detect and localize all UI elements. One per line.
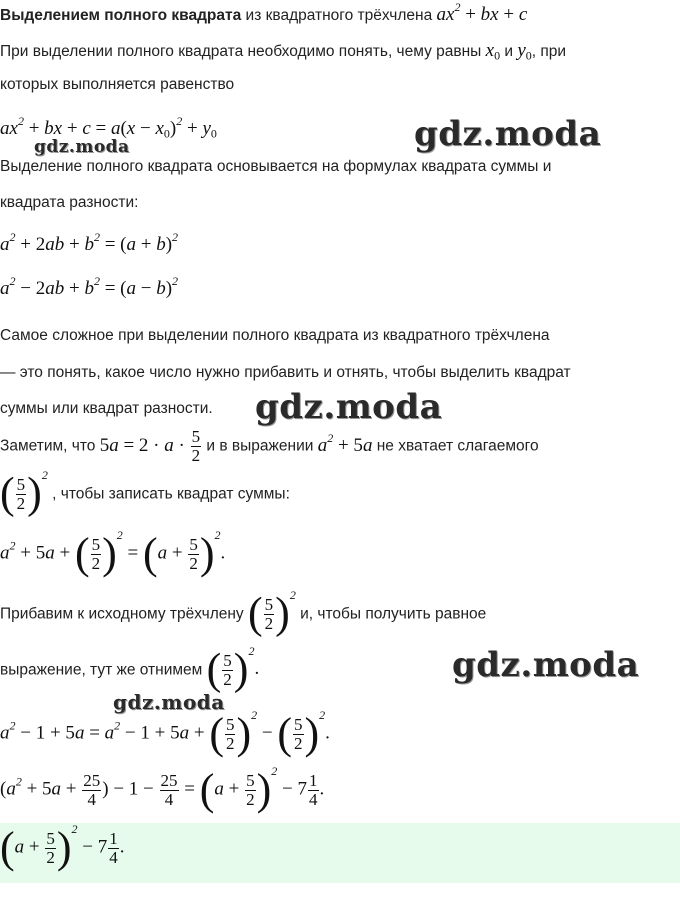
watermark-5: gdz.moda bbox=[113, 690, 225, 714]
formula-frac-sq: ( $\frac{5}{2}$ )$^2$ bbox=[0, 468, 48, 518]
formula-answer: (a + $\frac{5}{2}$ )$^2$ − 7 $\frac{1}{4}$ . bbox=[0, 822, 125, 872]
add-line-1 bbox=[0, 588, 487, 638]
formula-complete-square: $a^2 + 5a$ + ( $\frac{5}{2}$ )$^2$ = (a + $\frac{5}{2}$ )$^2$. bbox=[0, 528, 226, 578]
basis-line-1: Выделение полного квадрата основывается на формулах квадрата суммы и bbox=[0, 158, 552, 175]
formula-step-1: $a^2 - 1 + 5a = a^2 - 1 + 5a$ + ( $\frac{5}{2}$ )$^2$ − ( $\frac{5}{2}$ )$^2$. bbox=[0, 708, 330, 758]
note-line bbox=[0, 428, 539, 465]
intro-text-c: , при bbox=[531, 43, 567, 60]
title-line bbox=[0, 0, 528, 26]
formula-step-2: ($a^2 + 5a$ + $\frac{25}{4}$ ) − 1 − $\frac{25}{4}$ = (a + $\frac{5}{2}$ )$^2$ − 7 $\frac{1}{4}$ . bbox=[0, 764, 325, 814]
formula-trinomial: $ax^2$ + bx + c bbox=[436, 0, 528, 25]
formula-x0: $x_0$ bbox=[485, 40, 501, 63]
formula-square-sum: $a^2 + 2ab + b^2 = (a + b)^2$ bbox=[0, 230, 179, 255]
hard-line-1: Самое сложное при выделении полного квадрата из квадратного трёхчлена bbox=[0, 327, 550, 344]
title-bold: Выделением полного квадрата bbox=[0, 7, 242, 24]
watermark-3: gdz.moda bbox=[255, 387, 443, 427]
intro-text-b: и bbox=[504, 43, 514, 60]
watermark-4: gdz.moda bbox=[452, 645, 640, 685]
formula-identity: $ax^2$ + bx + $c = a(x - x_0)^2 + y_0$ bbox=[0, 114, 217, 141]
add-line-2 bbox=[0, 644, 260, 694]
add-text-b: и, чтобы получить равное bbox=[300, 605, 487, 623]
note-text-c: не хватает слагаемого bbox=[376, 437, 539, 455]
formula-square-diff: $a^2 - 2ab + b^2 = (a - b)^2$ bbox=[0, 274, 179, 299]
note-text-a: Заметим, что bbox=[0, 437, 96, 455]
formula-a2-5a: $a^2 + 5a$ bbox=[317, 430, 373, 456]
hard-line-2: — это понять, какое число нужно прибавить и отнять, чтобы выделить квадрат bbox=[0, 364, 571, 381]
hard-line-3: суммы или квадрат разности. bbox=[0, 400, 213, 417]
add-text-c: выражение, тут же отнимем bbox=[0, 661, 203, 679]
basis-line-2: квадрата разности: bbox=[0, 194, 139, 211]
title-rest: из квадратного трёхчлена bbox=[245, 7, 433, 24]
formula-frac-sq-2: ( $\frac{5}{2}$ )$^2$ bbox=[248, 588, 296, 638]
formula-frac-sq-3: ( $\frac{5}{2}$ )$^2$. bbox=[206, 644, 260, 694]
watermark-1: gdz.moda bbox=[414, 114, 602, 154]
intro-line-2: которых выполняется равенство bbox=[0, 76, 235, 93]
add-text-a: Прибавим к исходному трёхчлену bbox=[0, 605, 244, 623]
missing-term-line bbox=[0, 468, 290, 518]
intro-text-a: При выделении полного квадрата необходимо понять, чему равны bbox=[0, 43, 482, 60]
watermark-2: gdz.moda bbox=[34, 137, 130, 157]
formula-5a: 5a = 2 · a · $\frac{5}{2}$ bbox=[99, 427, 201, 465]
formula-y0: $y_0$ bbox=[517, 40, 532, 63]
intro-line-1 bbox=[0, 40, 566, 62]
note-text-d: , чтобы записать квадрат суммы: bbox=[52, 485, 290, 503]
note-text-b: и в выражении bbox=[206, 437, 314, 455]
